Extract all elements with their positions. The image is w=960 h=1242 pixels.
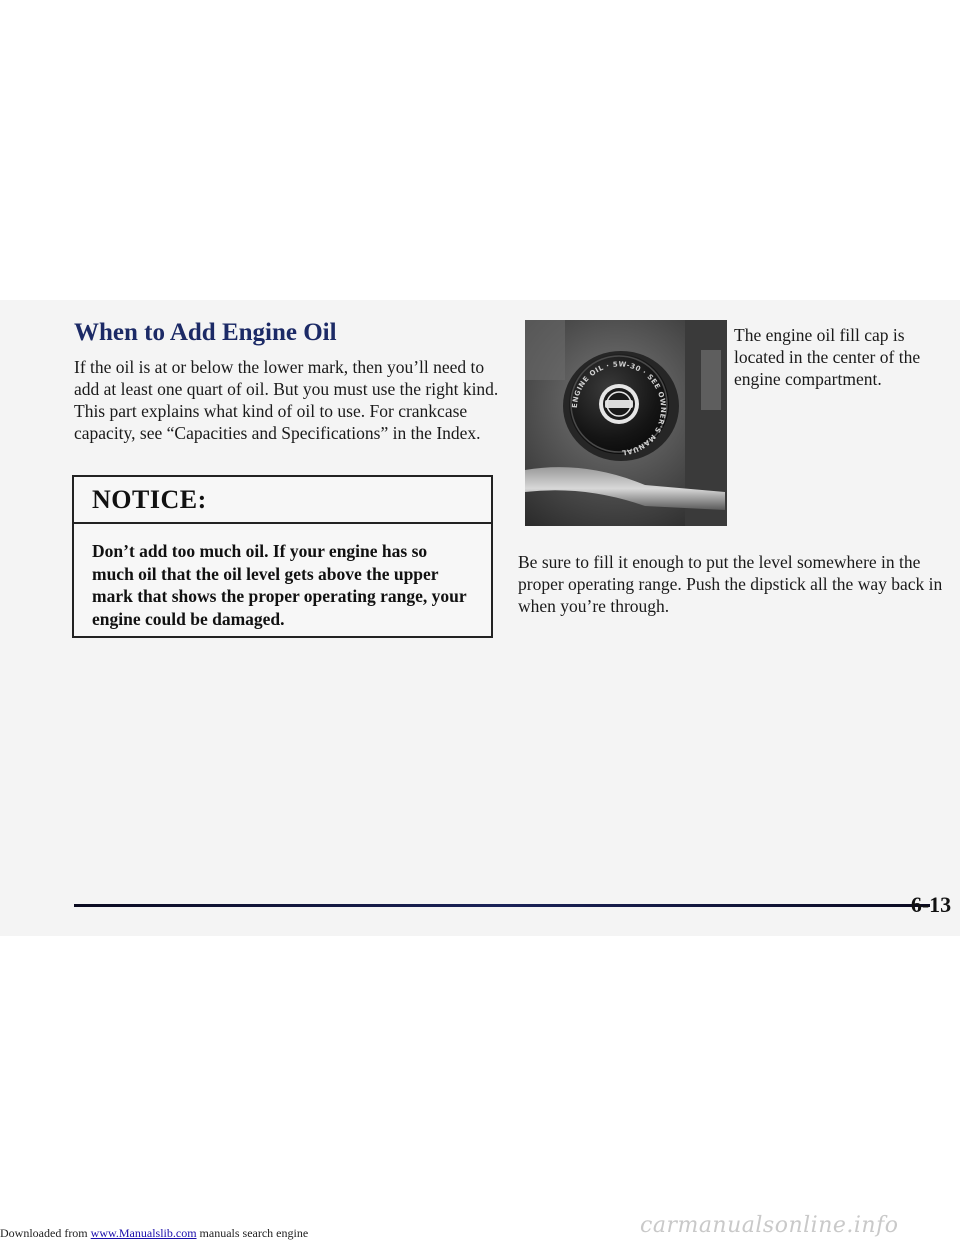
dipstick-paragraph: Be sure to fill it enough to put the level somewhere in the proper operating range. Push the dipstick all the way back in when you’re through.: [518, 552, 943, 616]
cap-lettering: ENGINE OIL · 5W-30 · SEE OWNER'S MANUAL: [570, 360, 668, 457]
download-footer: [0, 1226, 308, 1241]
manualslib-link[interactable]: www.Manualslib.com: [90, 1226, 197, 1240]
oil-fill-cap-photo: [525, 320, 727, 526]
notice-title: NOTICE:: [92, 484, 207, 514]
footer-prefix: Downloaded from: [0, 1226, 88, 1240]
photo-caption: The engine oil fill cap is located in the center of the engine compartment.: [734, 325, 921, 389]
notice-header: [74, 477, 491, 524]
page-number: 6-13: [910, 892, 952, 917]
footer-suffix: manuals search engine: [199, 1226, 309, 1240]
section-heading: When to Add Engine Oil: [74, 319, 337, 346]
page-footer-rule: [74, 904, 930, 907]
notice-box: [72, 475, 493, 638]
intro-paragraph: If the oil is at or below the lower mark, then you’ll need to add at least one quart of oil. But you must use the right kind. This part explains what kind of oil to use. For crankcase capacity, see “Capacities and Specifications” in the Index.: [74, 357, 499, 443]
notice-text: Don’t add too much oil. If your engine has so much oil that the oil level gets above the upper mark that shows the proper operating range, your engine could be damaged.: [92, 541, 467, 629]
watermark: carmanualsonline.info: [640, 1213, 899, 1238]
